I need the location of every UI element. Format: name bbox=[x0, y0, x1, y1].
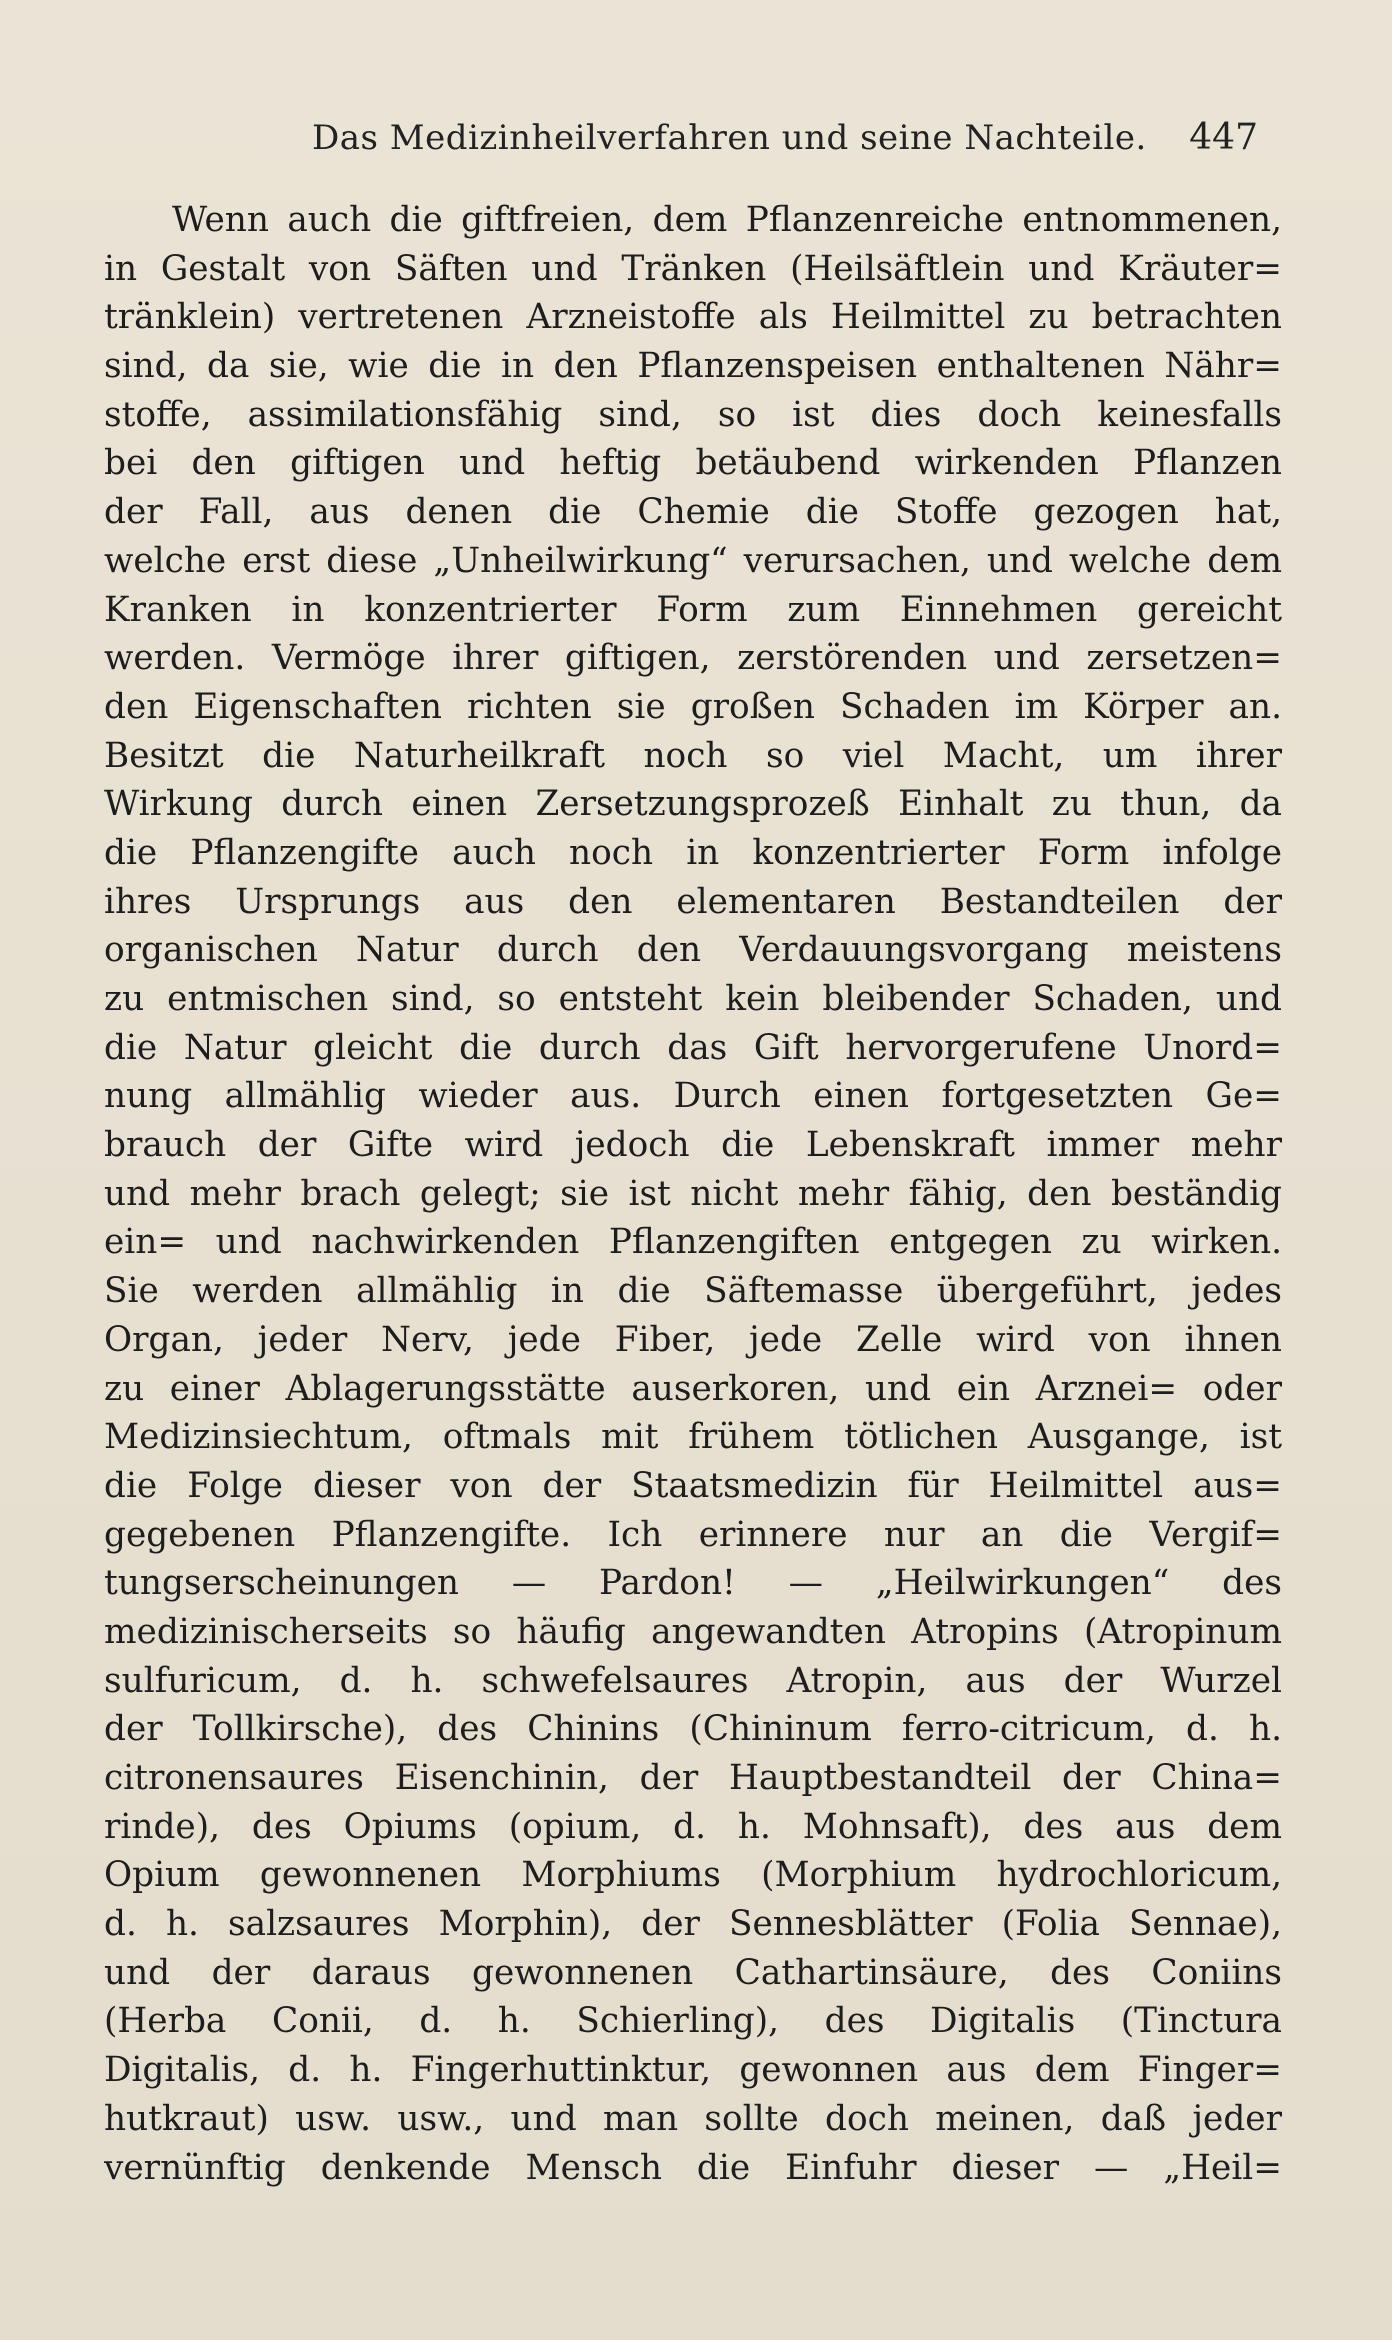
text-line: rinde), des Opiums (opium, d. h. Mohnsaft), des aus dem bbox=[104, 1806, 1282, 1847]
text-line: citronensaures Eisenchinin, der Hauptbestandteil der China= bbox=[104, 1758, 1282, 1798]
text-line: Opium gewonnenen Morphiums (Morphium hydrochloricum, bbox=[104, 1855, 1282, 1896]
text-line: welche erst diese „Unheilwirkung“ verursachen, und welche dem bbox=[104, 540, 1282, 581]
running-head bbox=[104, 108, 1288, 168]
text-line: den Eigenschaften richten sie großen Schaden im Körper an. bbox=[104, 686, 1282, 727]
text-line: zu entmischen sind, so entsteht kein bleibender Schaden, und bbox=[104, 979, 1282, 1019]
running-title: Das Medizinheilverfahren und seine Nachteile. bbox=[312, 118, 1147, 158]
text-line: (Herba Conii, d. h. Schierling), des Digitalis (Tinctura bbox=[104, 2001, 1282, 2042]
text-line: stoffe, assimilationsfähig sind, so ist dies doch keinesfalls bbox=[104, 394, 1282, 435]
text-line: hutkraut) usw. usw., und man sollte doch meinen, daß jeder bbox=[104, 2098, 1282, 2139]
text-line: Sie werden allmählig in die Säftemasse übergeführt, jedes bbox=[104, 1271, 1282, 1312]
page-number: 447 bbox=[1189, 117, 1258, 158]
text-line: Wirkung durch einen Zersetzungsprozeß Einhalt zu thun, da bbox=[104, 784, 1282, 825]
text-line: und mehr brach gelegt; sie ist nicht mehr fähig, den beständig bbox=[104, 1173, 1282, 1214]
text-line: der Tollkirsche), des Chinins (Chininum ferro-citricum, d. h. bbox=[104, 1709, 1282, 1750]
text-line: gegebenen Pflanzengifte. Ich erinnere nur an die Vergif= bbox=[104, 1514, 1282, 1555]
text-line: in Gestalt von Säften und Tränken (Heilsäftlein und Kräuter= bbox=[104, 248, 1282, 289]
text-line: Kranken in konzentrierter Form zum Einnehmen gereicht bbox=[104, 589, 1282, 630]
text-line: und der daraus gewonnenen Cathartinsäure, des Coniins bbox=[104, 1952, 1282, 1993]
text-line: ihres Ursprungs aus den elementaren Bestandteilen der bbox=[104, 881, 1282, 922]
text-line: tränklein) vertretenen Arzneistoffe als Heilmittel zu betrachten bbox=[104, 297, 1282, 338]
body-text bbox=[104, 196, 1282, 2192]
text-line: tungserscheinungen — Pardon! — „Heilwirkungen“ des bbox=[104, 1563, 1282, 1604]
text-line: ein= und nachwirkenden Pflanzengiften entgegen zu wirken. bbox=[104, 1222, 1282, 1263]
text-line: d. h. salzsaures Morphin), der Sennesblätter (Folia Sennae), bbox=[104, 1904, 1282, 1945]
text-line: zu einer Ablagerungsstätte auserkoren, und ein Arznei= oder bbox=[104, 1368, 1282, 1409]
text-line: brauch der Gifte wird jedoch die Lebenskraft immer mehr bbox=[104, 1125, 1282, 1166]
text-line: Wenn auch die giftfreien, dem Pflanzenreiche entnommenen, bbox=[172, 200, 1282, 240]
text-line: die Folge dieser von der Staatsmedizin für Heilmittel aus= bbox=[104, 1465, 1282, 1506]
text-line: Besitzt die Naturheilkraft noch so viel Macht, um ihrer bbox=[104, 735, 1282, 776]
text-line: werden. Vermöge ihrer giftigen, zerstörenden und zersetzen= bbox=[104, 638, 1282, 679]
text-line: nung allmählig wieder aus. Durch einen fortgesetzten Ge= bbox=[104, 1076, 1282, 1117]
text-line: sind, da sie, wie die in den Pflanzenspeisen enthaltenen Nähr= bbox=[104, 346, 1282, 387]
text-line: der Fall, aus denen die Chemie die Stoffe gezogen hat, bbox=[104, 492, 1282, 533]
text-line: Organ, jeder Nerv, jede Fiber, jede Zelle wird von ihnen bbox=[104, 1319, 1282, 1360]
text-line: die Natur gleicht die durch das Gift hervorgerufene Unord= bbox=[104, 1027, 1282, 1068]
text-line: sulfuricum, d. h. schwefelsaures Atropin, aus der Wurzel bbox=[104, 1660, 1282, 1701]
text-line: Medizinsiechtum, oftmals mit frühem tötlichen Ausgange, ist bbox=[104, 1417, 1282, 1458]
text-line: die Pflanzengifte auch noch in konzentrierter Form infolge bbox=[104, 832, 1282, 873]
text-line: medizinischerseits so häufig angewandten Atropins (Atropinum bbox=[104, 1611, 1282, 1652]
text-line: bei den giftigen und heftig betäubend wirkenden Pflanzen bbox=[104, 443, 1282, 484]
text-line: vernünftig denkende Mensch die Einfuhr dieser — „Heil= bbox=[104, 2147, 1282, 2188]
text-line: organischen Natur durch den Verdauungsvorgang meistens bbox=[104, 930, 1282, 971]
text-line: Digitalis, d. h. Fingerhuttinktur, gewonnen aus dem Finger= bbox=[104, 2050, 1282, 2091]
